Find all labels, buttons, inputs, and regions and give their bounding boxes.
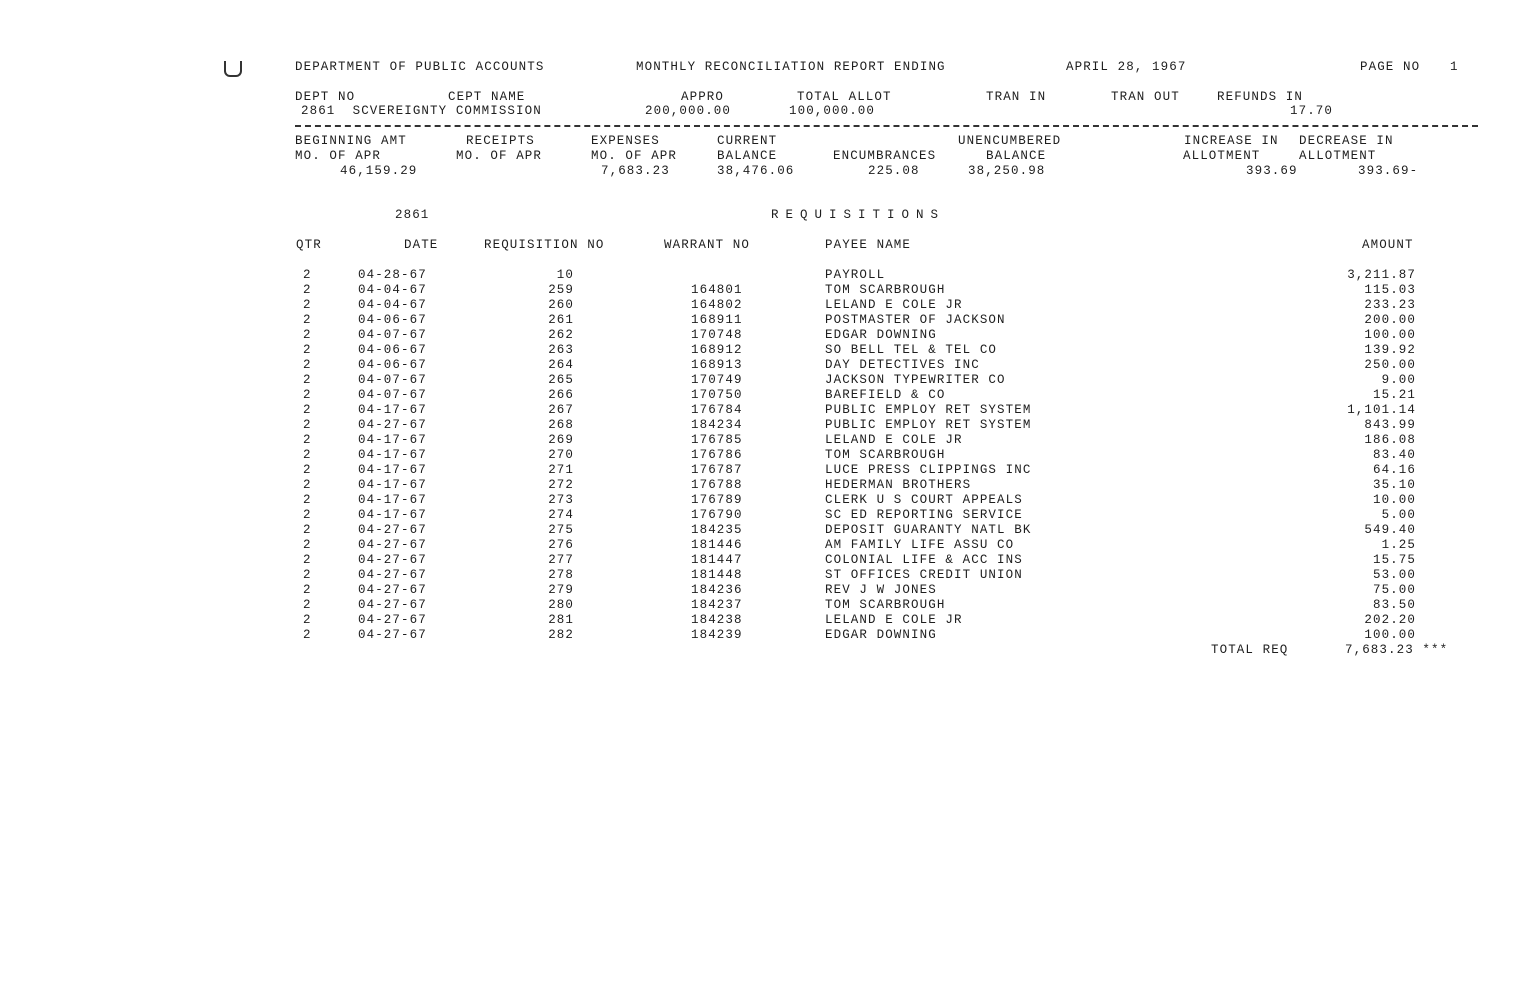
dept-no-label: DEPT NO	[295, 90, 356, 104]
qtr-cell: 2	[303, 448, 312, 462]
amount-cell: 35.10	[1372, 478, 1416, 492]
amount-cell: 5.00	[1381, 508, 1416, 522]
payee-cell: PAYROLL	[825, 268, 886, 282]
payee-cell: LELAND E COLE JR	[825, 298, 963, 312]
req-no-cell: 275	[548, 523, 574, 537]
warrant-no-cell: 181448	[691, 568, 743, 582]
qtr-cell: 2	[303, 313, 312, 327]
refunds-in-label: REFUNDS IN	[1217, 90, 1304, 104]
req-no-cell: 273	[548, 493, 574, 507]
dept-no-name: 2861 SCVEREIGNTY COMMISSION	[301, 104, 542, 118]
table-row	[0, 613, 1530, 628]
amount-cell: 233.23	[1364, 298, 1416, 312]
appro-label: APPRO	[681, 90, 725, 104]
warrant-no-cell: 184237	[691, 598, 743, 612]
table-row	[0, 598, 1530, 613]
date-cell: 04-27-67	[358, 583, 427, 597]
amount-cell: 1,101.14	[1347, 403, 1416, 417]
payee-cell: BAREFIELD & CO	[825, 388, 946, 402]
amount-cell: 549.40	[1364, 523, 1416, 537]
date-cell: 04-17-67	[358, 403, 427, 417]
date-cell: 04-27-67	[358, 613, 427, 627]
date-cell: 04-17-67	[358, 508, 427, 522]
payee-cell: DEPOSIT GUARANTY NATL BK	[825, 523, 1032, 537]
col-qtr: QTR	[296, 238, 322, 252]
amount-cell: 53.00	[1372, 568, 1416, 582]
col-warrant-no: WARRANT NO	[664, 238, 751, 252]
qtr-cell: 2	[303, 418, 312, 432]
tran-out-label: TRAN OUT	[1111, 90, 1180, 104]
col-date: DATE	[404, 238, 439, 252]
tran-in-label: TRAN IN	[986, 90, 1047, 104]
warrant-no-cell: 168912	[691, 343, 743, 357]
amount-cell: 3,211.87	[1347, 268, 1416, 282]
table-row	[0, 493, 1530, 508]
amount-cell: 250.00	[1364, 358, 1416, 372]
amount-cell: 100.00	[1364, 328, 1416, 342]
amount-cell: 100.00	[1364, 628, 1416, 642]
req-no-cell: 282	[548, 628, 574, 642]
warrant-no-cell: 176788	[691, 478, 743, 492]
date-cell: 04-17-67	[358, 463, 427, 477]
payee-cell: SC ED REPORTING SERVICE	[825, 508, 1023, 522]
payee-cell: EDGAR DOWNING	[825, 628, 937, 642]
table-row	[0, 358, 1530, 373]
increase-label: INCREASE IN	[1184, 134, 1279, 148]
dashed-divider	[295, 125, 1478, 127]
table-row	[0, 568, 1530, 583]
amount-cell: 200.00	[1364, 313, 1416, 327]
col-amount: AMOUNT	[1362, 238, 1414, 252]
req-no-cell: 265	[548, 373, 574, 387]
qtr-cell: 2	[303, 343, 312, 357]
expenses-label-2: MO. OF APR	[591, 149, 678, 163]
qtr-cell: 2	[303, 538, 312, 552]
amount-cell: 115.03	[1364, 283, 1416, 297]
decrease-label-2: ALLOTMENT	[1299, 149, 1377, 163]
req-no-cell: 261	[548, 313, 574, 327]
warrant-no-cell: 170750	[691, 388, 743, 402]
warrant-no-cell: 184239	[691, 628, 743, 642]
encumbrances-label: ENCUMBRANCES	[833, 149, 937, 163]
req-no-cell: 266	[548, 388, 574, 402]
amount-cell: 15.21	[1372, 388, 1416, 402]
report-title: MONTHLY RECONCILIATION REPORT ENDING	[636, 60, 946, 74]
table-row	[0, 583, 1530, 598]
warrant-no-cell: 184234	[691, 418, 743, 432]
payee-cell: PUBLIC EMPLOY RET SYSTEM	[825, 403, 1032, 417]
table-row	[0, 328, 1530, 343]
qtr-cell: 2	[303, 628, 312, 642]
qtr-cell: 2	[303, 613, 312, 627]
payee-cell: LUCE PRESS CLIPPINGS INC	[825, 463, 1032, 477]
req-no-cell: 271	[548, 463, 574, 477]
encumbrances-amt: 225.08	[868, 164, 920, 178]
table-row	[0, 508, 1530, 523]
qtr-cell: 2	[303, 493, 312, 507]
amount-cell: 64.16	[1372, 463, 1416, 477]
qtr-cell: 2	[303, 523, 312, 537]
table-row	[0, 553, 1530, 568]
col-payee: PAYEE NAME	[825, 238, 912, 252]
payee-cell: TOM SCARBROUGH	[825, 598, 946, 612]
current-balance: 38,476.06	[717, 164, 795, 178]
current-label: CURRENT	[717, 134, 778, 148]
warrant-no-cell: 181447	[691, 553, 743, 567]
total-amount: 7,683.23 ***	[1345, 643, 1449, 657]
qtr-cell: 2	[303, 358, 312, 372]
req-no-cell: 279	[548, 583, 574, 597]
qtr-cell: 2	[303, 268, 312, 282]
warrant-no-cell: 184236	[691, 583, 743, 597]
table-row	[0, 538, 1530, 553]
req-no-cell: 262	[548, 328, 574, 342]
date-cell: 04-27-67	[358, 628, 427, 642]
table-row	[0, 433, 1530, 448]
table-row	[0, 403, 1530, 418]
qtr-cell: 2	[303, 568, 312, 582]
date-cell: 04-27-67	[358, 418, 427, 432]
warrant-no-cell: 176787	[691, 463, 743, 477]
warrant-no-cell: 164801	[691, 283, 743, 297]
qtr-cell: 2	[303, 508, 312, 522]
req-no-cell: 263	[548, 343, 574, 357]
total-allot-value: 100,000.00	[789, 104, 876, 118]
payee-cell: TOM SCARBROUGH	[825, 283, 946, 297]
payee-cell: LELAND E COLE JR	[825, 433, 963, 447]
warrant-no-cell: 170749	[691, 373, 743, 387]
refunds-in-value: 17.70	[1290, 104, 1334, 118]
beginning-label: BEGINNING AMT	[295, 134, 407, 148]
qtr-cell: 2	[303, 553, 312, 567]
payee-cell: EDGAR DOWNING	[825, 328, 937, 342]
increase-allotment: 393.69	[1246, 164, 1298, 178]
current-label-2: BALANCE	[717, 149, 778, 163]
department-name: DEPARTMENT OF PUBLIC ACCOUNTS	[295, 60, 545, 74]
warrant-no-cell: 164802	[691, 298, 743, 312]
table-row	[0, 373, 1530, 388]
payee-cell: CLERK U S COURT APPEALS	[825, 493, 1023, 507]
report-date: APRIL 28, 1967	[1066, 60, 1187, 74]
amount-cell: 186.08	[1364, 433, 1416, 447]
warrant-no-cell: 176784	[691, 403, 743, 417]
date-cell: 04-06-67	[358, 358, 427, 372]
qtr-cell: 2	[303, 583, 312, 597]
page-label: PAGE NO	[1360, 60, 1421, 74]
qtr-cell: 2	[303, 403, 312, 417]
payee-cell: ST OFFICES CREDIT UNION	[825, 568, 1023, 582]
warrant-no-cell: 181446	[691, 538, 743, 552]
warrant-no-cell: 184238	[691, 613, 743, 627]
page-number: 1	[1450, 60, 1459, 74]
table-row	[0, 343, 1530, 358]
qtr-cell: 2	[303, 478, 312, 492]
date-cell: 04-28-67	[358, 268, 427, 282]
beginning-label-2: MO. OF APR	[295, 149, 382, 163]
payee-cell: LELAND E COLE JR	[825, 613, 963, 627]
date-cell: 04-06-67	[358, 313, 427, 327]
req-no-cell: 270	[548, 448, 574, 462]
date-cell: 04-17-67	[358, 448, 427, 462]
payee-cell: TOM SCARBROUGH	[825, 448, 946, 462]
warrant-no-cell: 176785	[691, 433, 743, 447]
date-cell: 04-07-67	[358, 373, 427, 387]
dept-name-label: CEPT NAME	[448, 90, 526, 104]
req-no-cell: 272	[548, 478, 574, 492]
date-cell: 04-27-67	[358, 538, 427, 552]
unencumbered-balance: 38,250.98	[968, 164, 1046, 178]
total-label: TOTAL REQ	[1211, 643, 1289, 657]
payee-cell: POSTMASTER OF JACKSON	[825, 313, 1006, 327]
amount-cell: 75.00	[1372, 583, 1416, 597]
table-row	[0, 448, 1530, 463]
receipts-label: RECEIPTS	[466, 134, 535, 148]
qtr-cell: 2	[303, 328, 312, 342]
amount-cell: 83.50	[1372, 598, 1416, 612]
table-row	[0, 523, 1530, 538]
amount-cell: 83.40	[1372, 448, 1416, 462]
req-no-cell: 280	[548, 598, 574, 612]
receipts-label-2: MO. OF APR	[456, 149, 543, 163]
beginning-amt: 46,159.29	[340, 164, 418, 178]
payee-cell: HEDERMAN BROTHERS	[825, 478, 972, 492]
date-cell: 04-04-67	[358, 283, 427, 297]
warrant-no-cell: 184235	[691, 523, 743, 537]
req-no-cell: 260	[548, 298, 574, 312]
section-dept-no: 2861	[395, 208, 430, 222]
table-row	[0, 298, 1530, 313]
req-no-cell: 264	[548, 358, 574, 372]
payee-cell: REV J W JONES	[825, 583, 937, 597]
section-title: REQUISITIONS	[771, 208, 946, 222]
table-row	[0, 463, 1530, 478]
req-no-cell: 281	[548, 613, 574, 627]
qtr-cell: 2	[303, 373, 312, 387]
date-cell: 04-27-67	[358, 523, 427, 537]
table-row	[0, 388, 1530, 403]
punch-hole-mark	[224, 61, 242, 77]
col-req-no: REQUISITION NO	[484, 238, 605, 252]
payee-cell: DAY DETECTIVES INC	[825, 358, 980, 372]
qtr-cell: 2	[303, 298, 312, 312]
date-cell: 04-27-67	[358, 598, 427, 612]
decrease-allotment: 393.69-	[1358, 164, 1419, 178]
qtr-cell: 2	[303, 388, 312, 402]
amount-cell: 202.20	[1364, 613, 1416, 627]
warrant-no-cell: 176790	[691, 508, 743, 522]
warrant-no-cell: 168911	[691, 313, 743, 327]
total-allot-label: TOTAL ALLOT	[797, 90, 892, 104]
table-row	[0, 283, 1530, 298]
date-cell: 04-17-67	[358, 433, 427, 447]
unencumbered-label-2: BALANCE	[986, 149, 1047, 163]
table-row	[0, 478, 1530, 493]
table-row	[0, 418, 1530, 433]
expenses-label: EXPENSES	[591, 134, 660, 148]
warrant-no-cell: 170748	[691, 328, 743, 342]
qtr-cell: 2	[303, 463, 312, 477]
amount-cell: 15.75	[1372, 553, 1416, 567]
decrease-label: DECREASE IN	[1299, 134, 1394, 148]
appro-value: 200,000.00	[645, 104, 732, 118]
amount-cell: 10.00	[1372, 493, 1416, 507]
payee-cell: JACKSON TYPEWRITER CO	[825, 373, 1006, 387]
req-no-cell: 267	[548, 403, 574, 417]
amount-cell: 139.92	[1364, 343, 1416, 357]
date-cell: 04-17-67	[358, 493, 427, 507]
payee-cell: PUBLIC EMPLOY RET SYSTEM	[825, 418, 1032, 432]
payee-cell: SO BELL TEL & TEL CO	[825, 343, 998, 357]
req-no-cell: 276	[548, 538, 574, 552]
unencumbered-label: UNENCUMBERED	[958, 134, 1062, 148]
qtr-cell: 2	[303, 433, 312, 447]
qtr-cell: 2	[303, 283, 312, 297]
expenses-amt: 7,683.23	[601, 164, 670, 178]
qtr-cell: 2	[303, 598, 312, 612]
date-cell: 04-17-67	[358, 478, 427, 492]
table-row	[0, 268, 1530, 283]
increase-label-2: ALLOTMENT	[1183, 149, 1261, 163]
amount-cell: 1.25	[1381, 538, 1416, 552]
payee-cell: COLONIAL LIFE & ACC INS	[825, 553, 1023, 567]
payee-cell: AM FAMILY LIFE ASSU CO	[825, 538, 1015, 552]
amount-cell: 843.99	[1364, 418, 1416, 432]
req-no-cell: 278	[548, 568, 574, 582]
date-cell: 04-07-67	[358, 328, 427, 342]
date-cell: 04-04-67	[358, 298, 427, 312]
table-row	[0, 628, 1530, 643]
warrant-no-cell: 176786	[691, 448, 743, 462]
date-cell: 04-27-67	[358, 553, 427, 567]
amount-cell: 9.00	[1381, 373, 1416, 387]
req-no-cell: 277	[548, 553, 574, 567]
req-no-cell: 268	[548, 418, 574, 432]
req-no-cell: 10	[556, 268, 574, 282]
req-no-cell: 269	[548, 433, 574, 447]
req-no-cell: 259	[548, 283, 574, 297]
date-cell: 04-07-67	[358, 388, 427, 402]
warrant-no-cell: 168913	[691, 358, 743, 372]
date-cell: 04-06-67	[358, 343, 427, 357]
table-row	[0, 313, 1530, 328]
date-cell: 04-27-67	[358, 568, 427, 582]
req-no-cell: 274	[548, 508, 574, 522]
warrant-no-cell: 176789	[691, 493, 743, 507]
